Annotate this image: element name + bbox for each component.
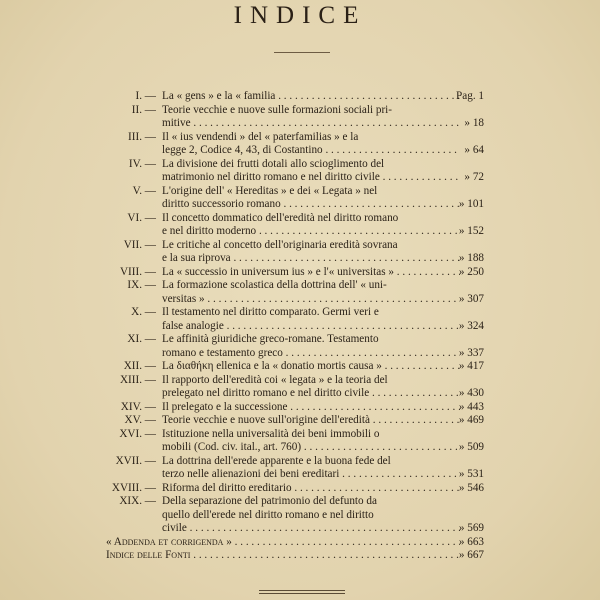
chapter-title [162, 239, 460, 266]
chapter-title-line: La διαθήκη ellenica e la « donatio mortis causa » . . . [162, 360, 460, 374]
chapter-title-line: Riforma del diritto ereditario . . . [162, 482, 460, 496]
chapter-number: VI. — [127, 211, 156, 224]
chapter-title-line: La divisione dei frutti dotali allo scioglimento del [162, 157, 385, 170]
toc-extra-entry [106, 536, 484, 550]
bottom-rule-lower [259, 593, 345, 594]
table-of-contents [106, 90, 484, 563]
chapter-title [162, 279, 460, 306]
toc-entry [106, 212, 484, 239]
chapter-title-line: versitas » . . . [162, 293, 460, 307]
page-number: » 188 [458, 252, 484, 264]
chapter-title-line: Il testamento nel diritto comparato. Germi veri e [162, 306, 379, 318]
chapter-title-line: mobili (Cod. civ. ital., art. 760) . . . [162, 441, 460, 455]
page-number: » 250 [458, 265, 484, 278]
chapter-title-line: prelegato nel diritto romano e nel diritto civile . . . [162, 387, 460, 401]
chapter-number: II. — [131, 103, 156, 116]
toc-entry [106, 158, 484, 185]
chapter-title [162, 131, 460, 158]
page-number: » 509 [458, 441, 484, 453]
chapter-title-line: Il rapporto dell'eredità coi « legata » e la teoria del [162, 373, 388, 386]
toc-entry [106, 185, 484, 212]
chapter-title-line: e la sua riprova . . . [162, 252, 460, 266]
chapter-title-line: romano e testamento greco . . . [162, 347, 460, 361]
chapter-title-line: La dottrina dell'erede apparente e la buona fede del [162, 454, 391, 467]
chapter-title-line: legge 2, Codice 4, 43, di Costantino . . . [162, 144, 460, 158]
toc-entry [106, 104, 484, 131]
chapter-number: XII. — [123, 360, 156, 372]
page-number: » 18 [464, 117, 484, 129]
page-number: » 152 [458, 225, 484, 237]
chapter-number: XVII. — [115, 454, 156, 467]
toc-entry [106, 374, 484, 401]
chapter-number: III. — [128, 130, 156, 143]
page-number: » 101 [458, 198, 484, 210]
chapter-title [162, 185, 460, 212]
chapter-title-line: Le critiche al concetto dell'originaria eredità sovrana [162, 238, 398, 251]
extra-label: « Addenda et corrigenda » . . . [106, 536, 460, 550]
chapter-title-line: false analogie . . . [162, 320, 460, 334]
chapter-title [162, 482, 460, 496]
chapter-title-line: La « gens » e la « familia . . . [162, 90, 460, 104]
page-number: » 569 [458, 522, 484, 534]
page-number: » 324 [458, 319, 484, 332]
chapter-title-line: terzo nelle alienazioni dei beni ereditari . . . [162, 468, 460, 482]
toc-entry [106, 306, 484, 333]
toc-entry [106, 239, 484, 266]
chapter-number: XVIII. — [111, 481, 156, 494]
chapter-title [162, 374, 460, 401]
chapter-title-line: Il concetto dommatico dell'eredità nel diritto romano [162, 211, 399, 224]
chapter-title-line: Teorie vecchie e nuove sull'origine dell'eredità . . . [162, 414, 460, 428]
toc-entry [106, 360, 484, 374]
chapter-title [162, 401, 460, 415]
extra-label: Indice delle Fonti . . . [106, 549, 460, 563]
chapter-title-line: quello dell'erede nel diritto romano e nel diritto [162, 508, 374, 521]
chapter-title [162, 90, 460, 104]
chapter-title-line: matrimonio nel diritto romano e nel diritto civile . . . [162, 171, 460, 185]
page-number: » 667 [458, 549, 484, 561]
chapter-title [162, 455, 460, 482]
title-rule [274, 52, 330, 53]
chapter-number: V. — [132, 184, 156, 197]
page-number: » 417 [458, 360, 484, 372]
toc-entry [106, 131, 484, 158]
toc-entry [106, 455, 484, 482]
chapter-title-line: civile . . . [162, 522, 460, 536]
chapter-title-line: Le affinità giuridiche greco-romane. Testamento [162, 333, 379, 345]
page-number: » 307 [458, 292, 484, 305]
toc-entry [106, 279, 484, 306]
chapter-title [162, 428, 460, 455]
chapter-number: IV. — [128, 157, 156, 170]
chapter-title-line: La formazione scolastica della dottrina dell' « uni- [162, 279, 387, 291]
page-number: » 430 [458, 387, 484, 399]
chapter-title [162, 495, 460, 536]
toc-entry [106, 495, 484, 536]
chapter-title-line: Il prelegato e la successione . . . [162, 401, 460, 415]
chapter-number: XVI. — [119, 427, 156, 440]
chapter-title-line: Istituzione nella universalità dei beni immobili o [162, 427, 380, 440]
page-title: INDICE [233, 2, 367, 29]
chapter-title-line: La « successio in universum ius » e l'« universitas » . . . [162, 266, 460, 280]
page-number: » 546 [458, 481, 484, 494]
chapter-title [162, 212, 460, 239]
chapter-title-line: mitive . . . [162, 117, 460, 131]
page-number: » 337 [458, 346, 484, 359]
page-number: » 469 [458, 414, 484, 426]
toc-entry [106, 428, 484, 455]
chapter-title [162, 306, 460, 333]
toc-extra-entry [106, 549, 484, 563]
toc-entry [106, 90, 484, 104]
chapter-title [162, 104, 460, 131]
chapter-number: I. — [135, 90, 156, 102]
chapter-title-line: Il « ius vendendi » del « paterfamilias » e la [162, 130, 359, 143]
toc-entry [106, 482, 484, 496]
chapter-number: XV. — [124, 414, 156, 426]
toc-entry [106, 401, 484, 415]
chapter-number: IX. — [127, 279, 156, 291]
chapter-number: XIX. — [119, 495, 156, 507]
toc-entry [106, 266, 484, 280]
chapter-title [162, 414, 460, 428]
toc-entry [106, 414, 484, 428]
page-number: Pag. 1 [456, 90, 484, 102]
chapter-number: XI. — [127, 333, 156, 345]
chapter-title [162, 360, 460, 374]
chapter-number: VII. — [123, 238, 156, 251]
chapter-title [162, 266, 460, 280]
page-number: » 663 [458, 535, 484, 548]
chapter-number: XIII. — [119, 373, 156, 386]
chapter-title-line: L'origine dell' « Hereditas » e dei « Legata » nel [162, 184, 378, 197]
page-number: » 531 [458, 468, 484, 480]
chapter-title-line: diritto successorio romano . . . [162, 198, 460, 212]
chapter-title-line: Della separazione del patrimonio del defunto da [162, 495, 377, 507]
chapter-number: XIV. — [120, 400, 156, 413]
page-number: » 64 [464, 144, 484, 156]
page-number: » 72 [464, 171, 484, 183]
toc-entry [106, 333, 484, 360]
chapter-title-line: e nel diritto moderno . . . [162, 225, 460, 239]
bottom-rule [259, 590, 345, 591]
chapter-number: X. — [131, 306, 156, 318]
chapter-title [162, 333, 460, 360]
chapter-number: VIII. — [119, 265, 156, 278]
chapter-title-line: Teorie vecchie e nuove sulle formazioni sociali pri- [162, 103, 393, 116]
chapter-title [162, 158, 460, 185]
page-number: » 443 [458, 400, 484, 413]
